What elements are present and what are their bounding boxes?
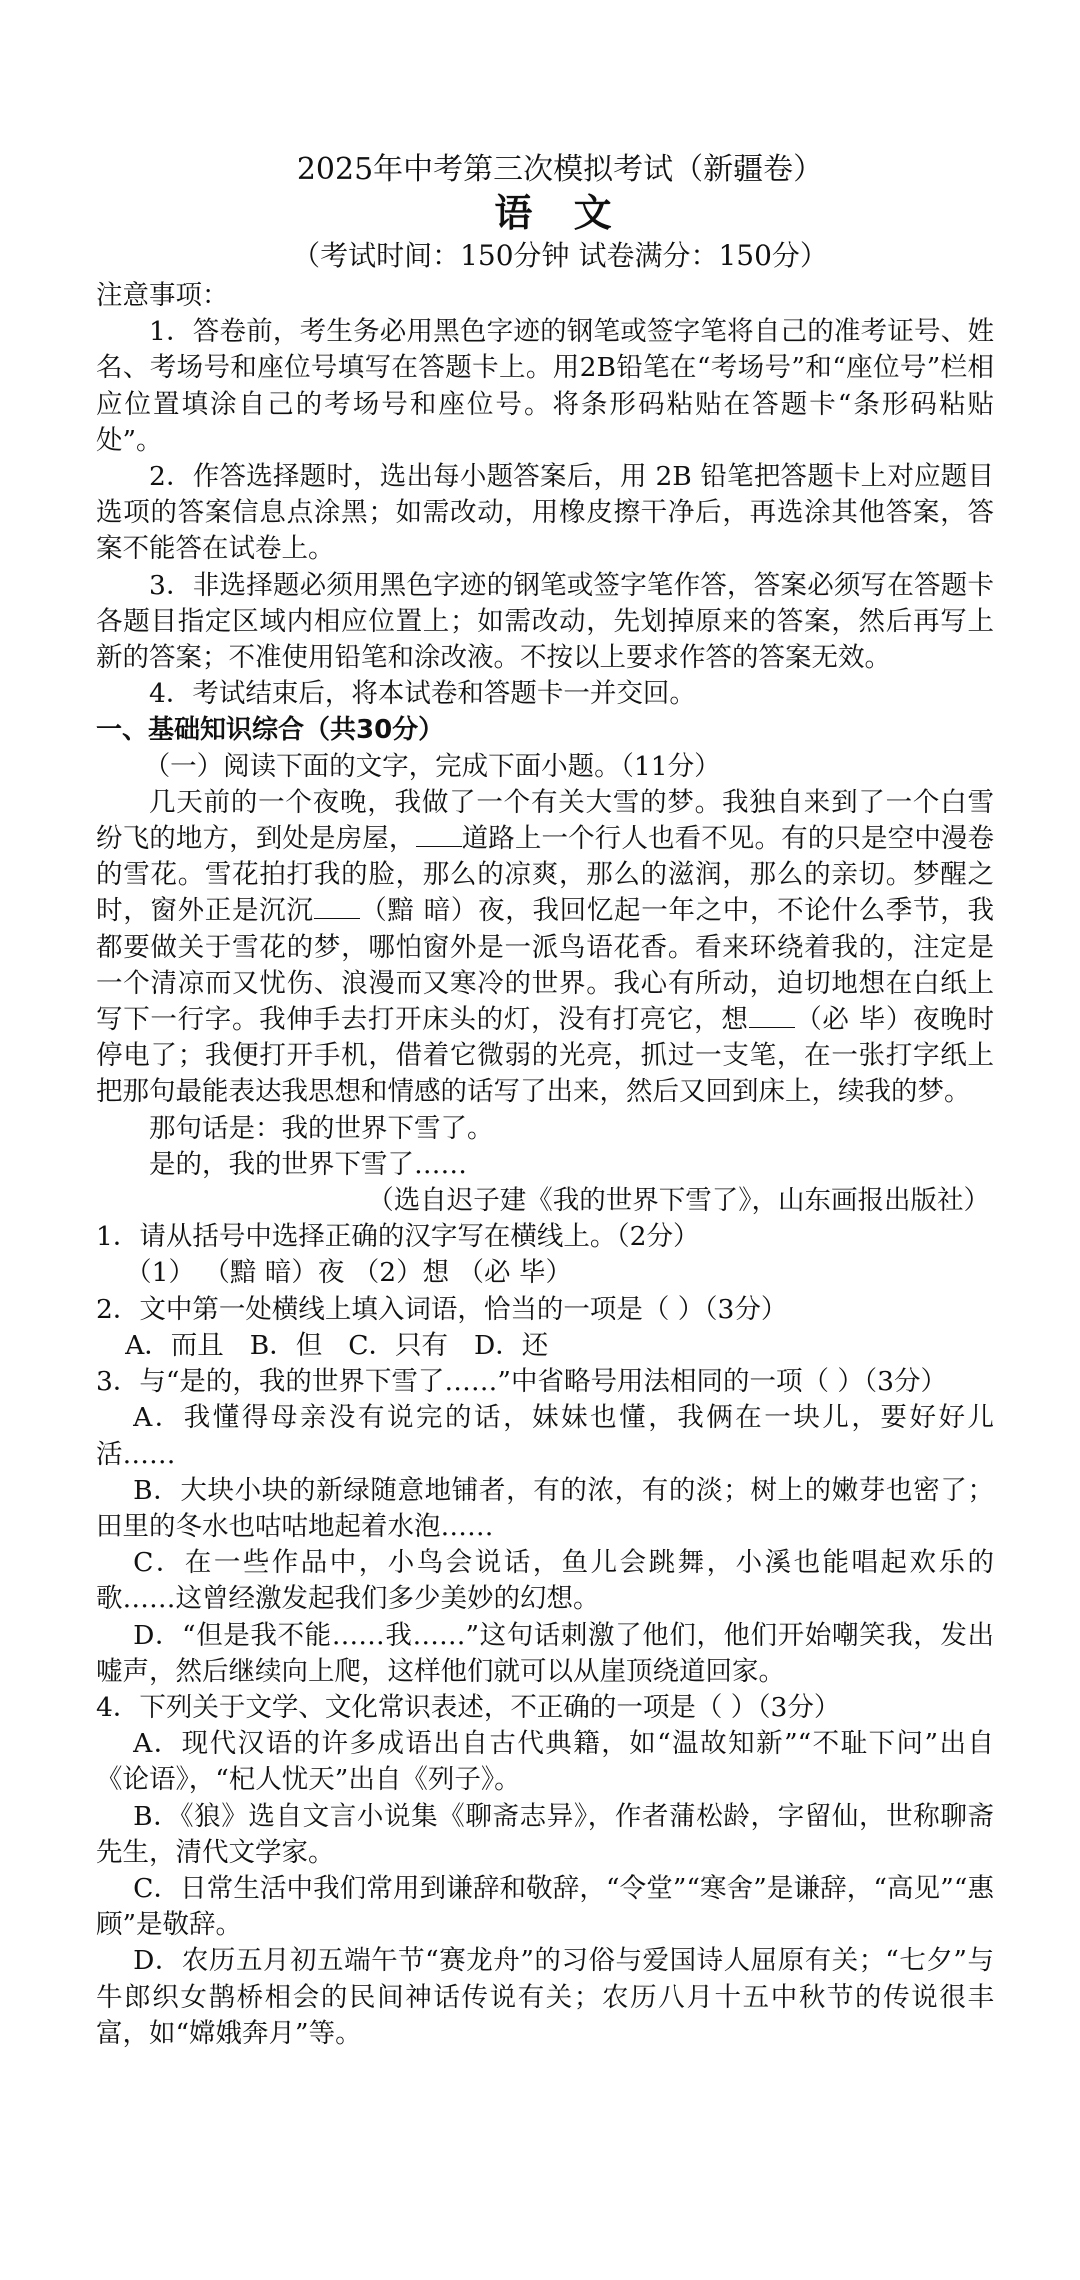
question-2-options — [96, 1328, 994, 1364]
passage-paragraph-2: 那句话是：我的世界下雪了。 — [149, 1112, 494, 1144]
subject-title: 语 文 — [494, 190, 626, 235]
exam-info: （考试时间：150分钟 试卷满分：150分） — [292, 239, 828, 272]
fill-blank — [749, 1005, 795, 1028]
question-2-stem: 2．文中第一处横线上填入词语，恰当的一项是（ ）（3分） — [96, 1293, 788, 1325]
option-a: A．而且 — [125, 1329, 224, 1361]
question-1-line: （1） （黯 暗）夜 （2）想 （必 毕） — [125, 1257, 572, 1289]
passage-text: （黯 暗）夜，我回忆起一年之中，不论什么季节，我都要做关于雪花的梦，哪怕窗外是一派鸟语花香。看来环绕着我的，注定是一个清凉而又忧伤、浪漫而又寒冷的世界。我心有所动，迫切地想在白纸上写下一行字。我伸手去打开床头的灯，没有打亮它，想 — [96, 895, 994, 1036]
exam-title: 2025年中考第三次模拟考试（新疆卷） — [296, 152, 824, 187]
question-3-option-a: A．我懂得母亲没有说完的话，妹妹也懂，我俩在一块儿，要好好儿活…… — [96, 1402, 994, 1470]
note-item-2: 2．作答选择题时，选出每小题答案后，用 2B 铅笔把答题卡上对应题目选项的答案信息点涂黑；如需改动，用橡皮擦干净后，再选涂其他答案，答案不能答在试卷上。 — [96, 461, 994, 565]
passage-source: （选自迟子建《我的世界下雪了》，山东画报出版社） — [367, 1185, 990, 1217]
question-3-stem: 3．与“是的，我的世界下雪了……”中省略号用法相同的一项（ ）（3分） — [96, 1366, 947, 1398]
option-d: D．还 — [474, 1329, 549, 1361]
option-b: B．但 — [249, 1329, 323, 1361]
fill-blank — [314, 896, 360, 919]
sub-heading: （一）阅读下面的文字，完成下面小题。（11分） — [143, 750, 721, 782]
note-item-3: 3．非选择题必须用黑色字迹的钢笔或签字笔作答，答案必须写在答题卡各题目指定区域内相应位置上；如需改动，先划掉原来的答案，然后再写上新的答案；不准使用铅笔和涂改液。不按以上要求作答的答案无效。 — [96, 569, 994, 674]
question-4-option-c: C．日常生活中我们常用到谦辞和敬辞，“令堂”“寒舍”是谦辞，“高见”“惠顾”是敬辞。 — [96, 1872, 994, 1941]
question-1-stem: 1．请从括号中选择正确的汉字写在横线上。（2分） — [96, 1221, 700, 1253]
passage-paragraph-3: 是的，我的世界下雪了…… — [149, 1148, 467, 1180]
passage-text: 道路上一个行人也看不见。有的只是空中漫卷的雪花。雪花拍打我的脸，那么的凉爽，那么的滋润，那么的亲切。梦醒之时，窗外正是沉沉 — [96, 823, 994, 927]
question-3-option-d: D．“但是我不能……我……”这句话刺激了他们，他们开始嘲笑我，发出嘘声，然后继续向上爬，这样他们就可以从崖顶绕道回家。 — [96, 1619, 994, 1687]
passage-text: （必 毕）夜晚时停电了；我便打开手机，借着它微弱的光亮，抓过一支笔，在一张打字纸上把那句最能表达我思想和情感的话写了出来，然后又回到床上，续我的梦。 — [96, 1004, 994, 1108]
fill-blank — [416, 824, 462, 847]
passage-text: 几天前的一个夜晚，我做了一个有关大雪的梦。我独自来到了一个白雪纷飞的地方，到处是房屋， — [96, 786, 994, 855]
note-item-1: 1．答卷前，考生务必用黑色字迹的钢笔或签字笔将自己的准考证号、姓名、考场号和座位号填写在答题卡上。用2B铅笔在“考场号”和“座位号”栏相应位置填涂自己的考场号和座位号。将条形码粘贴在答题卡“条形码粘贴处”。 — [96, 316, 994, 456]
note-item-4: 4．考试结束后，将本试卷和答题卡一并交回。 — [149, 678, 696, 710]
question-3-option-b: B．大块小块的新绿随意地铺者，有的浓，有的淡；树上的嫩芽也密了；田里的冬水也咕咕地起着水泡…… — [96, 1474, 994, 1542]
question-4-option-d: D．农历五月初五端午节“赛龙舟”的习俗与爱国诗人屈原有关；“七夕”与牛郎织女鹊桥相会的民间神话传说有关；农历八月十五中秋节的传说很丰富，如“嫦娥奔月”等。 — [96, 1945, 994, 2049]
passage-paragraph-1 — [96, 785, 994, 1111]
notes-heading: 注意事项： — [96, 280, 229, 311]
question-4-stem: 4．下列关于文学、文化常识表述，不正确的一项是（ ）（3分） — [96, 1691, 841, 1723]
question-4-option-a: A．现代汉语的许多成语出自古代典籍，如“温故知新”“不耻下问”出自《论语》，“杞人忧天”出自《列子》。 — [96, 1728, 994, 1796]
section-heading: 一、基础知识综合（共30分） — [96, 715, 445, 746]
question-4-option-b: B．《狼》选自文言小说集《聊斋志异》，作者蒲松龄，字留仙，世称聊斋先生，清代文学家。 — [96, 1800, 994, 1868]
question-3-option-c: C．在一些作品中，小鸟会说话，鱼儿会跳舞，小溪也能唱起欢乐的歌……这曾经激发起我们多少美妙的幻想。 — [96, 1547, 994, 1615]
option-c: C．只有 — [348, 1329, 449, 1361]
